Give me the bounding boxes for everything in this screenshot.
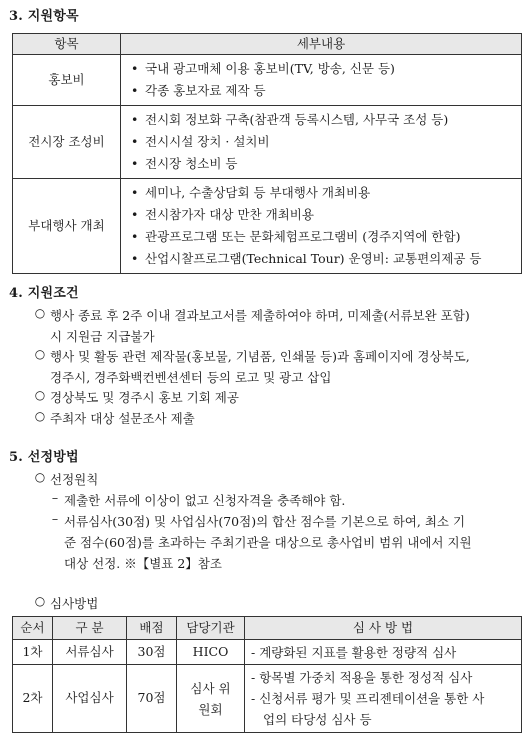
header-type: 구 분 (53, 617, 127, 640)
list-item: • 전시회 정보화 구축(참관객 등록시스템, 사무국 조성 등) (129, 109, 521, 131)
cell-type: 서류심사 (53, 640, 127, 665)
circle-bullet-icon: ○ (34, 306, 46, 320)
principle-item (48, 490, 522, 511)
list-item: • 전시장 청소비 등 (129, 153, 521, 175)
list-item: • 전시참가자 대상 만찬 개최비용 (129, 204, 521, 226)
circle-bullet-icon: ○ (34, 347, 46, 361)
method-line: - 계량화된 지표를 활용한 정량적 심사 (251, 644, 457, 660)
table-row (13, 179, 522, 274)
cell-method (245, 640, 522, 665)
principle-item (48, 511, 522, 574)
principle-line: 서류심사(30점) 및 사업심사(70점)의 합산 점수를 기본으로 하여, 최소 기 (64, 514, 466, 529)
method-line: - 항목별 가중치 적용을 통한 정성적 심사 (251, 670, 473, 685)
section-4-title: 4. 지원조건 (9, 286, 79, 301)
table-header-row (13, 617, 522, 640)
cell-method (245, 665, 522, 733)
cell-org: HICO (177, 640, 245, 665)
header-detail: 세부내용 (121, 34, 522, 55)
header-org: 담당기관 (177, 617, 245, 640)
list-item: • 국내 광고매체 이용 홍보비(TV, 방송, 신문 등) (129, 58, 521, 80)
circle-bullet-icon: ○ (34, 388, 46, 402)
list-item: • 전시시설 장치 · 설치비 (129, 131, 521, 153)
table-row (13, 106, 522, 179)
row-details (121, 106, 522, 179)
circle-bullet-icon: ○ (34, 594, 46, 608)
list-item: • 관광프로그램 또는 문화체험프로그램비 (경주지역에 한함) (129, 226, 521, 248)
row-category: 전시장 조성비 (13, 106, 121, 179)
cell-order: 2차 (13, 665, 53, 733)
table-row (13, 640, 522, 665)
condition-item (32, 408, 522, 429)
row-category: 부대행사 개최 (13, 179, 121, 274)
header-score: 배점 (127, 617, 177, 640)
section-3-title: 3. 지원항목 (9, 9, 79, 24)
row-details (121, 55, 522, 106)
condition-item (32, 346, 522, 388)
circle-bullet-icon: ○ (34, 470, 46, 484)
condition-line: 주최자 대상 설문조사 제출 (50, 411, 195, 426)
principle-line: 제출한 서류에 이상이 없고 신청자격을 충족해야 함. (64, 493, 346, 508)
header-order: 순서 (13, 617, 53, 640)
condition-line: 경주시, 경주화백컨벤션센터 등의 로고 및 광고 삽입 (50, 370, 332, 385)
list-item: • 세미나, 수출상담회 등 부대행사 개최비용 (129, 182, 521, 204)
principle-line: 대상 선정. ※【별표 2】참조 (64, 556, 222, 571)
dash-marker: – (51, 511, 59, 526)
org-name: 심사 위원회 (190, 680, 231, 717)
method-label: 심사방법 (50, 596, 99, 611)
table-row (13, 665, 522, 733)
list-item: • 산업시찰프로그램(Technical Tour) 운영비: 교통편의제공 등 (129, 248, 521, 270)
cell-org (177, 665, 245, 733)
selection-principle (32, 469, 522, 490)
condition-item (32, 305, 522, 347)
review-table (12, 616, 522, 733)
row-details (121, 179, 522, 274)
dash-marker: – (51, 490, 59, 505)
condition-line: 시 지원금 지급불가 (50, 329, 155, 344)
section-5-title: 5. 선정방법 (9, 450, 79, 465)
table-header-row (13, 34, 522, 55)
review-method (32, 593, 522, 614)
circle-bullet-icon: ○ (34, 409, 46, 423)
list-item: • 각종 홍보자료 제작 등 (129, 80, 521, 102)
header-method: 심 사 방 법 (245, 617, 522, 640)
header-item: 항목 (13, 34, 121, 55)
cell-type: 사업심사 (53, 665, 127, 733)
cell-score: 30점 (127, 640, 177, 665)
row-category: 홍보비 (13, 55, 121, 106)
condition-line: 행사 및 활동 관련 제작물(홍보물, 기념품, 인쇄물 등)과 홈페이지에 경상북도, (50, 349, 470, 364)
condition-item (32, 387, 522, 408)
cell-score: 70점 (127, 665, 177, 733)
method-line: - 신청서류 평가 및 프리젠테이션을 통한 사 (251, 691, 485, 706)
principle-label: 선정원칙 (50, 472, 99, 487)
cell-order: 1차 (13, 640, 53, 665)
condition-line: 행사 종료 후 2주 이내 결과보고서를 제출하여야 하며, 미제출(서류보완 포함) (50, 308, 470, 323)
support-items-table (12, 33, 522, 274)
method-line: 업의 타당성 심사 등 (263, 712, 372, 727)
condition-line: 경상북도 및 경주시 홍보 기회 제공 (50, 390, 239, 405)
principle-line: 준 점수(60점)를 초과하는 주최기관을 대상으로 총사업비 범위 내에서 지원 (64, 535, 472, 550)
table-row (13, 55, 522, 106)
